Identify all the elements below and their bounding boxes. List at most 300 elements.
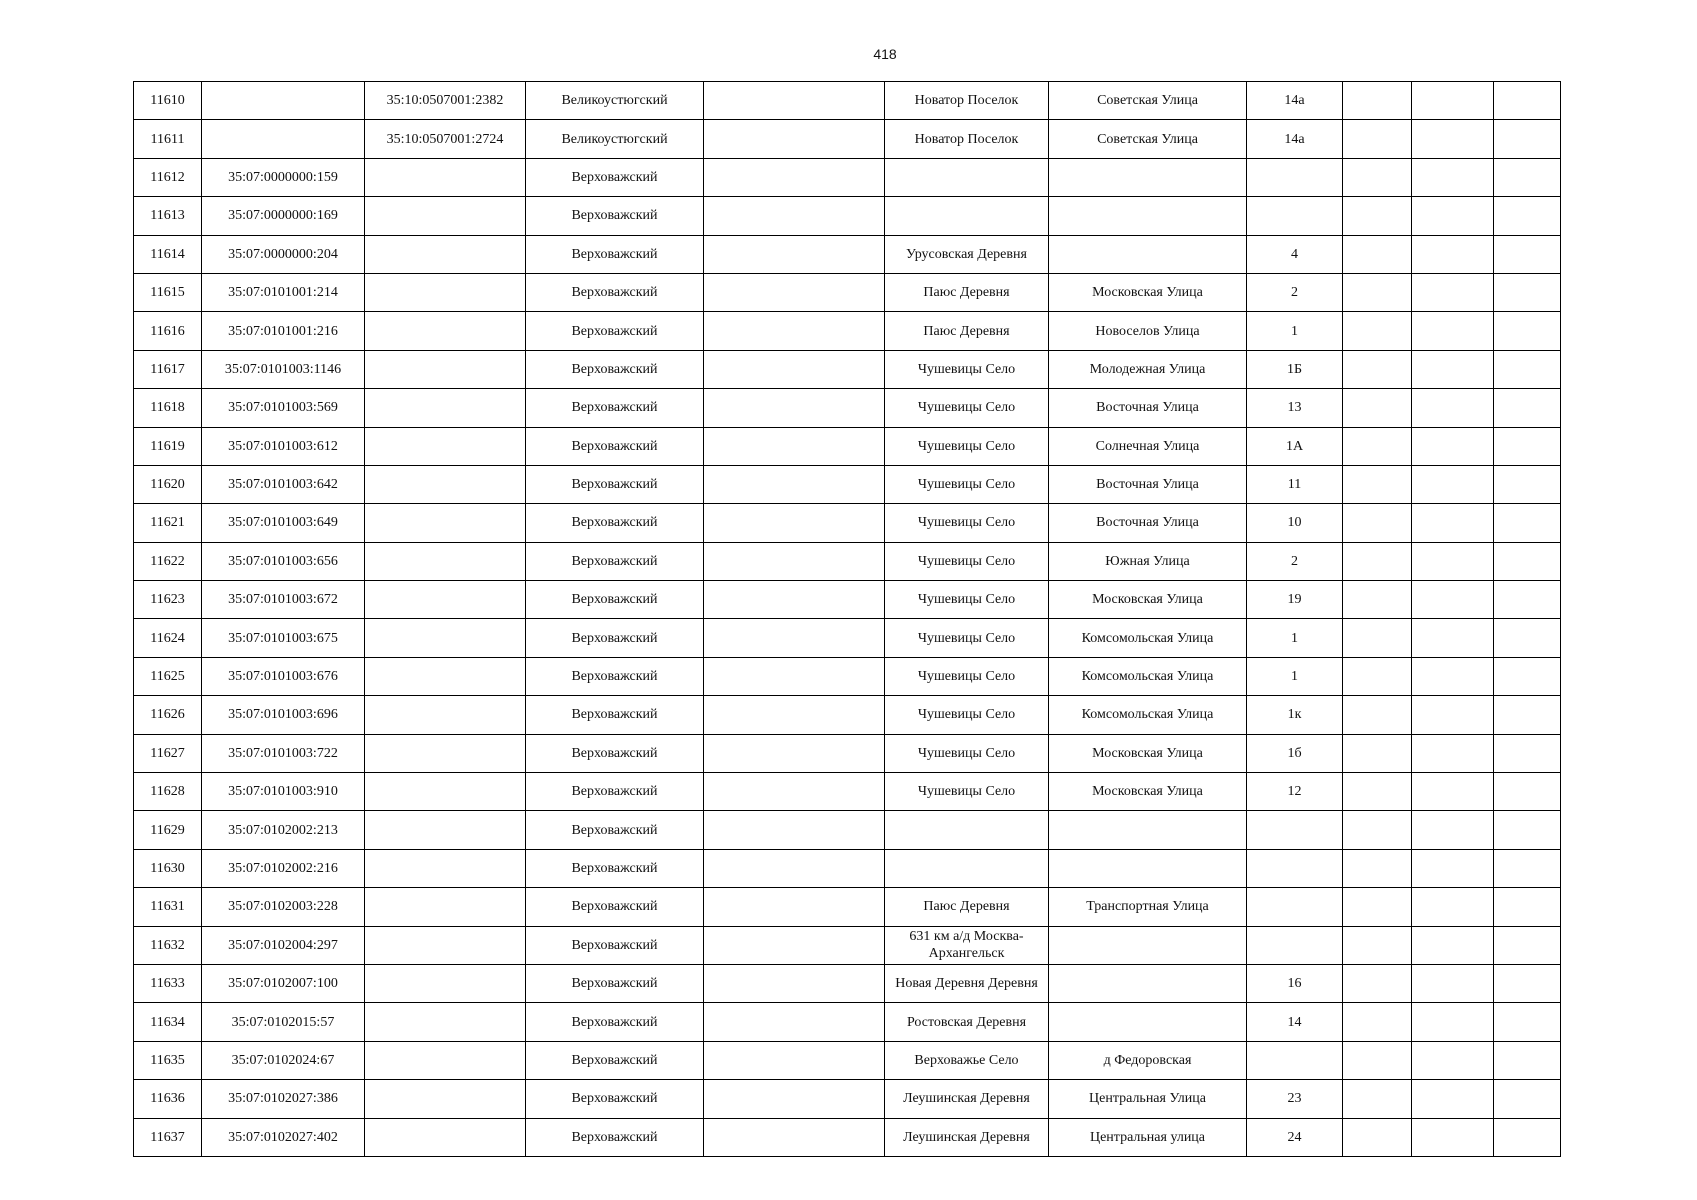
cadastral-number-2-cell bbox=[365, 1003, 526, 1041]
cadastral-number-2-cell bbox=[365, 888, 526, 926]
empty-cell bbox=[1412, 120, 1494, 158]
empty-cell bbox=[1343, 120, 1412, 158]
empty-cell bbox=[704, 734, 885, 772]
empty-cell bbox=[704, 1118, 885, 1156]
district-cell: Верховажский bbox=[526, 581, 704, 619]
district-cell: Великоустюгский bbox=[526, 120, 704, 158]
cadastral-number-2-cell bbox=[365, 619, 526, 657]
cadastral-number-2-cell bbox=[365, 849, 526, 887]
record-number: 11630 bbox=[134, 849, 202, 887]
cadastral-number-2-cell bbox=[365, 811, 526, 849]
locality-cell: Чушевицы Село bbox=[885, 389, 1049, 427]
house-number-cell: 1 bbox=[1247, 619, 1343, 657]
record-number: 11616 bbox=[134, 312, 202, 350]
street-cell bbox=[1049, 926, 1247, 964]
record-number: 11618 bbox=[134, 389, 202, 427]
house-number-cell: 16 bbox=[1247, 964, 1343, 1002]
empty-cell bbox=[1494, 350, 1561, 388]
record-number: 11620 bbox=[134, 465, 202, 503]
house-number-cell: 24 bbox=[1247, 1118, 1343, 1156]
table-row bbox=[134, 427, 1561, 465]
house-number-cell: 1к bbox=[1247, 696, 1343, 734]
empty-cell bbox=[1412, 350, 1494, 388]
district-cell: Верховажский bbox=[526, 964, 704, 1002]
record-number: 11614 bbox=[134, 235, 202, 273]
locality-cell: Ростовская Деревня bbox=[885, 1003, 1049, 1041]
empty-cell bbox=[1343, 158, 1412, 196]
empty-cell bbox=[1494, 734, 1561, 772]
empty-cell bbox=[1494, 696, 1561, 734]
district-cell: Верховажский bbox=[526, 696, 704, 734]
street-cell: Центральная улица bbox=[1049, 1118, 1247, 1156]
empty-cell bbox=[1494, 1041, 1561, 1079]
locality-cell: Урусовская Деревня bbox=[885, 235, 1049, 273]
street-cell: Восточная Улица bbox=[1049, 504, 1247, 542]
street-cell: Московская Улица bbox=[1049, 581, 1247, 619]
empty-cell bbox=[704, 312, 885, 350]
street-cell: Южная Улица bbox=[1049, 542, 1247, 580]
empty-cell bbox=[1494, 926, 1561, 964]
locality-cell: Чушевицы Село bbox=[885, 581, 1049, 619]
table-row bbox=[134, 696, 1561, 734]
house-number-cell bbox=[1247, 849, 1343, 887]
empty-cell bbox=[1412, 542, 1494, 580]
empty-cell bbox=[704, 811, 885, 849]
house-number-cell bbox=[1247, 926, 1343, 964]
cadastral-number-2-cell bbox=[365, 542, 526, 580]
empty-cell bbox=[1343, 619, 1412, 657]
empty-cell bbox=[1412, 235, 1494, 273]
street-cell: Новоселов Улица bbox=[1049, 312, 1247, 350]
district-cell: Верховажский bbox=[526, 773, 704, 811]
empty-cell bbox=[704, 657, 885, 695]
empty-cell bbox=[1412, 1080, 1494, 1118]
table-row bbox=[134, 1003, 1561, 1041]
locality-cell: Чушевицы Село bbox=[885, 619, 1049, 657]
street-cell: Солнечная Улица bbox=[1049, 427, 1247, 465]
empty-cell bbox=[704, 581, 885, 619]
cadastral-number-cell: 35:07:0101003:675 bbox=[202, 619, 365, 657]
empty-cell bbox=[1494, 811, 1561, 849]
empty-cell bbox=[1343, 734, 1412, 772]
record-number: 11636 bbox=[134, 1080, 202, 1118]
cadastral-number-cell bbox=[202, 82, 365, 120]
district-cell: Верховажский bbox=[526, 389, 704, 427]
empty-cell bbox=[704, 427, 885, 465]
locality-cell: Верховажье Село bbox=[885, 1041, 1049, 1079]
empty-cell bbox=[1494, 120, 1561, 158]
locality-cell bbox=[885, 849, 1049, 887]
empty-cell bbox=[1343, 465, 1412, 503]
district-cell: Верховажский bbox=[526, 158, 704, 196]
table-row bbox=[134, 734, 1561, 772]
district-cell: Верховажский bbox=[526, 504, 704, 542]
cadastral-number-cell bbox=[202, 120, 365, 158]
cadastral-number-2-cell bbox=[365, 350, 526, 388]
empty-cell bbox=[704, 82, 885, 120]
table-row bbox=[134, 811, 1561, 849]
record-number: 11610 bbox=[134, 82, 202, 120]
locality-cell: Чушевицы Село bbox=[885, 734, 1049, 772]
empty-cell bbox=[1494, 235, 1561, 273]
empty-cell bbox=[1494, 773, 1561, 811]
record-number: 11628 bbox=[134, 773, 202, 811]
table-row bbox=[134, 82, 1561, 120]
cadastral-number-cell: 35:07:0102027:386 bbox=[202, 1080, 365, 1118]
empty-cell bbox=[1343, 197, 1412, 235]
cadastral-number-cell: 35:07:0101003:612 bbox=[202, 427, 365, 465]
table-row bbox=[134, 619, 1561, 657]
empty-cell bbox=[704, 964, 885, 1002]
table-row bbox=[134, 312, 1561, 350]
street-cell: д Федоровская bbox=[1049, 1041, 1247, 1079]
cadastral-number-2-cell bbox=[365, 427, 526, 465]
locality-cell: 631 км а/д Москва-Архангельск bbox=[885, 926, 1049, 964]
street-cell: Центральная Улица bbox=[1049, 1080, 1247, 1118]
empty-cell bbox=[1494, 427, 1561, 465]
locality-cell: Новая Деревня Деревня bbox=[885, 964, 1049, 1002]
house-number-cell: 23 bbox=[1247, 1080, 1343, 1118]
empty-cell bbox=[1494, 158, 1561, 196]
district-cell: Верховажский bbox=[526, 1003, 704, 1041]
cadastral-number-cell: 35:07:0101001:216 bbox=[202, 312, 365, 350]
table-row bbox=[134, 1080, 1561, 1118]
empty-cell bbox=[1412, 926, 1494, 964]
empty-cell bbox=[1343, 542, 1412, 580]
empty-cell bbox=[1343, 1118, 1412, 1156]
empty-cell bbox=[1412, 389, 1494, 427]
street-cell: Советская Улица bbox=[1049, 82, 1247, 120]
table-row bbox=[134, 964, 1561, 1002]
record-number: 11622 bbox=[134, 542, 202, 580]
cadastral-number-cell: 35:07:0000000:204 bbox=[202, 235, 365, 273]
empty-cell bbox=[1343, 1041, 1412, 1079]
district-cell: Верховажский bbox=[526, 1080, 704, 1118]
table-row bbox=[134, 273, 1561, 311]
cadastral-number-2-cell bbox=[365, 158, 526, 196]
street-cell bbox=[1049, 235, 1247, 273]
district-cell: Верховажский bbox=[526, 1118, 704, 1156]
empty-cell bbox=[1343, 581, 1412, 619]
empty-cell bbox=[1494, 581, 1561, 619]
table-row bbox=[134, 465, 1561, 503]
empty-cell bbox=[704, 1041, 885, 1079]
cadastral-number-cell: 35:07:0101001:214 bbox=[202, 273, 365, 311]
district-cell: Верховажский bbox=[526, 197, 704, 235]
street-cell bbox=[1049, 1003, 1247, 1041]
district-cell: Верховажский bbox=[526, 273, 704, 311]
empty-cell bbox=[1412, 888, 1494, 926]
empty-cell bbox=[1412, 1118, 1494, 1156]
empty-cell bbox=[1343, 235, 1412, 273]
cadastral-number-cell: 35:07:0102007:100 bbox=[202, 964, 365, 1002]
district-cell: Верховажский bbox=[526, 926, 704, 964]
street-cell: Молодежная Улица bbox=[1049, 350, 1247, 388]
cadastral-number-2-cell bbox=[365, 312, 526, 350]
empty-cell bbox=[1343, 389, 1412, 427]
empty-cell bbox=[1494, 1118, 1561, 1156]
house-number-cell bbox=[1247, 1041, 1343, 1079]
house-number-cell bbox=[1247, 158, 1343, 196]
cadastral-number-cell: 35:07:0101003:569 bbox=[202, 389, 365, 427]
cadastral-number-cell: 35:07:0101003:672 bbox=[202, 581, 365, 619]
locality-cell: Чушевицы Село bbox=[885, 427, 1049, 465]
empty-cell bbox=[704, 273, 885, 311]
record-number: 11637 bbox=[134, 1118, 202, 1156]
district-cell: Верховажский bbox=[526, 350, 704, 388]
cadastral-number-2-cell bbox=[365, 1118, 526, 1156]
empty-cell bbox=[1494, 312, 1561, 350]
empty-cell bbox=[1494, 849, 1561, 887]
table-row bbox=[134, 389, 1561, 427]
locality-cell: Чушевицы Село bbox=[885, 696, 1049, 734]
empty-cell bbox=[1412, 1003, 1494, 1041]
table-row bbox=[134, 350, 1561, 388]
empty-cell bbox=[1412, 273, 1494, 311]
empty-cell bbox=[1343, 964, 1412, 1002]
district-cell: Верховажский bbox=[526, 619, 704, 657]
empty-cell bbox=[1494, 1080, 1561, 1118]
empty-cell bbox=[1494, 888, 1561, 926]
empty-cell bbox=[1343, 1080, 1412, 1118]
record-number: 11611 bbox=[134, 120, 202, 158]
table-row bbox=[134, 1118, 1561, 1156]
cadastral-number-2-cell bbox=[365, 696, 526, 734]
register-body bbox=[134, 82, 1561, 1157]
cadastral-number-cell: 35:07:0101003:1146 bbox=[202, 350, 365, 388]
record-number: 11613 bbox=[134, 197, 202, 235]
empty-cell bbox=[704, 389, 885, 427]
table-row bbox=[134, 773, 1561, 811]
locality-cell: Чушевицы Село bbox=[885, 773, 1049, 811]
record-number: 11619 bbox=[134, 427, 202, 465]
street-cell: Комсомольская Улица bbox=[1049, 696, 1247, 734]
empty-cell bbox=[1343, 350, 1412, 388]
empty-cell bbox=[1412, 619, 1494, 657]
street-cell: Восточная Улица bbox=[1049, 389, 1247, 427]
empty-cell bbox=[704, 120, 885, 158]
district-cell: Верховажский bbox=[526, 734, 704, 772]
empty-cell bbox=[1343, 811, 1412, 849]
cadastral-number-cell: 35:07:0102015:57 bbox=[202, 1003, 365, 1041]
cadastral-number-2-cell: 35:10:0507001:2382 bbox=[365, 82, 526, 120]
cadastral-number-cell: 35:07:0101003:676 bbox=[202, 657, 365, 695]
street-cell: Московская Улица bbox=[1049, 734, 1247, 772]
page-number: 418 bbox=[873, 46, 897, 62]
cadastral-number-2-cell bbox=[365, 465, 526, 503]
empty-cell bbox=[1343, 696, 1412, 734]
table-row bbox=[134, 197, 1561, 235]
district-cell: Верховажский bbox=[526, 1041, 704, 1079]
house-number-cell: 10 bbox=[1247, 504, 1343, 542]
record-number: 11612 bbox=[134, 158, 202, 196]
empty-cell bbox=[704, 1003, 885, 1041]
district-cell: Верховажский bbox=[526, 312, 704, 350]
register-table bbox=[133, 81, 1561, 1157]
empty-cell bbox=[1412, 964, 1494, 1002]
empty-cell bbox=[704, 888, 885, 926]
empty-cell bbox=[1412, 1041, 1494, 1079]
cadastral-number-cell: 35:07:0101003:642 bbox=[202, 465, 365, 503]
cadastral-number-2-cell bbox=[365, 389, 526, 427]
table-row bbox=[134, 1041, 1561, 1079]
locality-cell: Чушевицы Село bbox=[885, 465, 1049, 503]
street-cell: Московская Улица bbox=[1049, 273, 1247, 311]
house-number-cell: 1б bbox=[1247, 734, 1343, 772]
table-row bbox=[134, 849, 1561, 887]
cadastral-number-2-cell bbox=[365, 926, 526, 964]
street-cell: Комсомольская Улица bbox=[1049, 657, 1247, 695]
empty-cell bbox=[1412, 696, 1494, 734]
cadastral-number-2-cell bbox=[365, 581, 526, 619]
house-number-cell: 1 bbox=[1247, 312, 1343, 350]
locality-cell bbox=[885, 197, 1049, 235]
cadastral-number-2-cell bbox=[365, 1041, 526, 1079]
locality-cell: Новатор Поселок bbox=[885, 82, 1049, 120]
record-number: 11635 bbox=[134, 1041, 202, 1079]
house-number-cell: 11 bbox=[1247, 465, 1343, 503]
cadastral-number-2-cell bbox=[365, 504, 526, 542]
empty-cell bbox=[704, 350, 885, 388]
table-row bbox=[134, 926, 1561, 964]
empty-cell bbox=[1494, 619, 1561, 657]
empty-cell bbox=[704, 465, 885, 503]
locality-cell: Паюс Деревня bbox=[885, 273, 1049, 311]
house-number-cell: 14 bbox=[1247, 1003, 1343, 1041]
house-number-cell: 13 bbox=[1247, 389, 1343, 427]
house-number-cell: 14а bbox=[1247, 120, 1343, 158]
house-number-cell: 1А bbox=[1247, 427, 1343, 465]
empty-cell bbox=[1494, 389, 1561, 427]
record-number: 11617 bbox=[134, 350, 202, 388]
street-cell bbox=[1049, 964, 1247, 1002]
table-row bbox=[134, 581, 1561, 619]
empty-cell bbox=[1343, 504, 1412, 542]
cadastral-number-2-cell bbox=[365, 1080, 526, 1118]
empty-cell bbox=[1494, 1003, 1561, 1041]
district-cell: Верховажский bbox=[526, 657, 704, 695]
cadastral-number-2-cell bbox=[365, 273, 526, 311]
empty-cell bbox=[1412, 773, 1494, 811]
empty-cell bbox=[1412, 581, 1494, 619]
district-cell: Верховажский bbox=[526, 849, 704, 887]
empty-cell bbox=[1412, 465, 1494, 503]
empty-cell bbox=[1494, 465, 1561, 503]
cadastral-number-2-cell bbox=[365, 734, 526, 772]
house-number-cell bbox=[1247, 888, 1343, 926]
empty-cell bbox=[704, 1080, 885, 1118]
cadastral-number-cell: 35:07:0102002:216 bbox=[202, 849, 365, 887]
district-cell: Верховажский bbox=[526, 542, 704, 580]
record-number: 11629 bbox=[134, 811, 202, 849]
empty-cell bbox=[704, 696, 885, 734]
cadastral-number-2-cell bbox=[365, 964, 526, 1002]
table-row bbox=[134, 657, 1561, 695]
locality-cell bbox=[885, 158, 1049, 196]
district-cell: Великоустюгский bbox=[526, 82, 704, 120]
empty-cell bbox=[1343, 82, 1412, 120]
street-cell bbox=[1049, 158, 1247, 196]
empty-cell bbox=[1494, 82, 1561, 120]
empty-cell bbox=[704, 504, 885, 542]
house-number-cell bbox=[1247, 197, 1343, 235]
locality-cell: Чушевицы Село bbox=[885, 504, 1049, 542]
cadastral-number-cell: 35:07:0102027:402 bbox=[202, 1118, 365, 1156]
empty-cell bbox=[1343, 926, 1412, 964]
locality-cell: Паюс Деревня bbox=[885, 312, 1049, 350]
table-row bbox=[134, 504, 1561, 542]
street-cell: Московская Улица bbox=[1049, 773, 1247, 811]
record-number: 11615 bbox=[134, 273, 202, 311]
record-number: 11631 bbox=[134, 888, 202, 926]
record-number: 11626 bbox=[134, 696, 202, 734]
locality-cell: Паюс Деревня bbox=[885, 888, 1049, 926]
district-cell: Верховажский bbox=[526, 427, 704, 465]
empty-cell bbox=[704, 849, 885, 887]
empty-cell bbox=[704, 926, 885, 964]
empty-cell bbox=[1343, 773, 1412, 811]
empty-cell bbox=[1343, 849, 1412, 887]
empty-cell bbox=[704, 235, 885, 273]
cadastral-number-2-cell bbox=[365, 197, 526, 235]
empty-cell bbox=[1343, 273, 1412, 311]
street-cell: Комсомольская Улица bbox=[1049, 619, 1247, 657]
empty-cell bbox=[1412, 657, 1494, 695]
house-number-cell: 1Б bbox=[1247, 350, 1343, 388]
cadastral-number-cell: 35:07:0101003:696 bbox=[202, 696, 365, 734]
cadastral-number-2-cell bbox=[365, 773, 526, 811]
empty-cell bbox=[1343, 657, 1412, 695]
empty-cell bbox=[1412, 811, 1494, 849]
locality-cell: Леушинская Деревня bbox=[885, 1080, 1049, 1118]
house-number-cell: 1 bbox=[1247, 657, 1343, 695]
empty-cell bbox=[1343, 1003, 1412, 1041]
empty-cell bbox=[1412, 82, 1494, 120]
empty-cell bbox=[1494, 197, 1561, 235]
table-row bbox=[134, 158, 1561, 196]
empty-cell bbox=[1494, 273, 1561, 311]
empty-cell bbox=[1412, 158, 1494, 196]
record-number: 11627 bbox=[134, 734, 202, 772]
locality-cell: Чушевицы Село bbox=[885, 657, 1049, 695]
table-row bbox=[134, 888, 1561, 926]
empty-cell bbox=[704, 542, 885, 580]
empty-cell bbox=[1412, 427, 1494, 465]
cadastral-number-cell: 35:07:0000000:159 bbox=[202, 158, 365, 196]
empty-cell bbox=[1412, 734, 1494, 772]
record-number: 11625 bbox=[134, 657, 202, 695]
cadastral-number-cell: 35:07:0101003:722 bbox=[202, 734, 365, 772]
cadastral-number-2-cell: 35:10:0507001:2724 bbox=[365, 120, 526, 158]
street-cell: Транспортная Улица bbox=[1049, 888, 1247, 926]
empty-cell bbox=[1412, 197, 1494, 235]
district-cell: Верховажский bbox=[526, 235, 704, 273]
empty-cell bbox=[1343, 888, 1412, 926]
locality-cell bbox=[885, 811, 1049, 849]
empty-cell bbox=[1343, 427, 1412, 465]
empty-cell bbox=[704, 619, 885, 657]
cadastral-number-cell: 35:07:0000000:169 bbox=[202, 197, 365, 235]
house-number-cell: 4 bbox=[1247, 235, 1343, 273]
cadastral-number-cell: 35:07:0102004:297 bbox=[202, 926, 365, 964]
cadastral-number-2-cell bbox=[365, 235, 526, 273]
record-number: 11633 bbox=[134, 964, 202, 1002]
locality-cell: Чушевицы Село bbox=[885, 542, 1049, 580]
cadastral-number-cell: 35:07:0102024:67 bbox=[202, 1041, 365, 1079]
cadastral-number-cell: 35:07:0101003:910 bbox=[202, 773, 365, 811]
table-row bbox=[134, 235, 1561, 273]
empty-cell bbox=[1412, 312, 1494, 350]
